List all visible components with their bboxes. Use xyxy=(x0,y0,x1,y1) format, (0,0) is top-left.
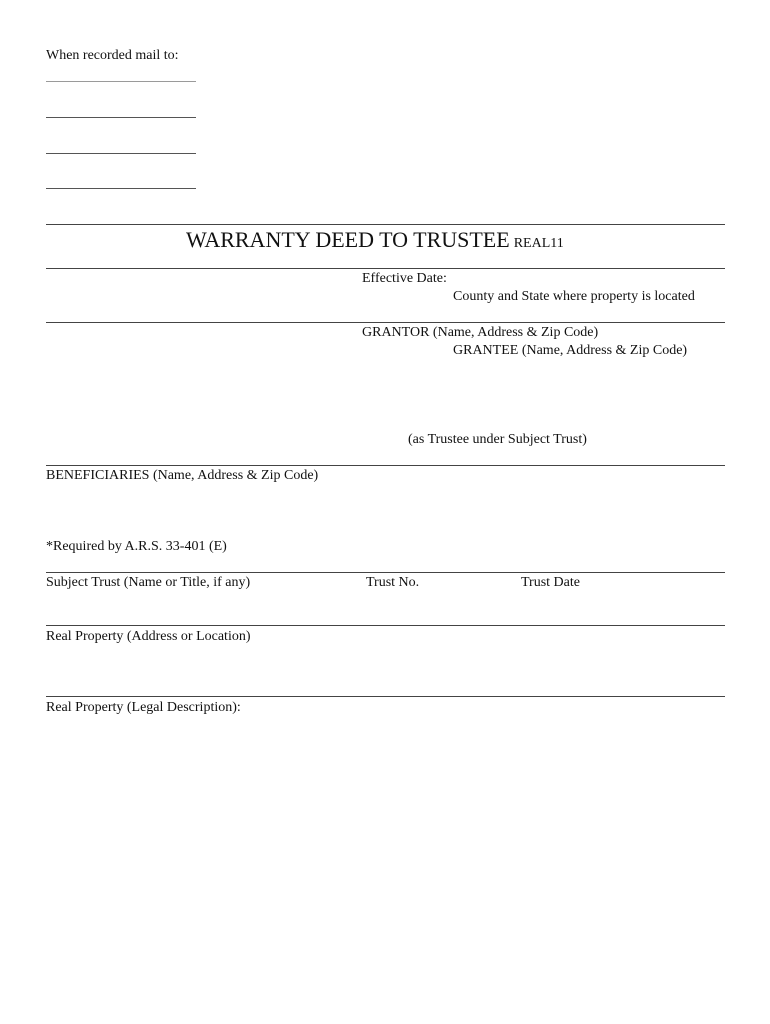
property-address-label: Real Property (Address or Location) xyxy=(46,629,251,644)
required-note: *Required by A.R.S. 33-401 (E) xyxy=(46,539,227,554)
mail-to-line-3[interactable] xyxy=(46,153,196,154)
trust-date-label: Trust Date xyxy=(521,575,580,590)
effective-bottom-rule xyxy=(46,322,725,323)
page-title xyxy=(186,229,564,251)
mail-to-line-4[interactable] xyxy=(46,188,196,189)
mail-to-line-2[interactable] xyxy=(46,117,196,118)
grantee-label: GRANTEE (Name, Address & Zip Code) xyxy=(453,343,688,358)
title-top-rule xyxy=(46,224,725,225)
subject-trust-label: Subject Trust (Name or Title, if any) xyxy=(46,575,251,590)
county-state-label: County and State where property is located xyxy=(453,289,695,304)
beneficiaries-label: BENEFICIARIES (Name, Address & Zip Code) xyxy=(46,468,319,483)
beneficiaries-bottom-rule xyxy=(46,572,725,573)
title-bottom-rule xyxy=(46,268,725,269)
trustee-note: (as Trustee under Subject Trust) xyxy=(408,432,587,447)
effective-date-label: Effective Date: xyxy=(362,271,447,286)
mail-to-label: When recorded mail to: xyxy=(46,48,179,63)
form-code: REAL11 xyxy=(513,236,564,251)
property-bottom-rule xyxy=(46,696,725,697)
deed-title: WARRANTY DEED TO TRUSTEE xyxy=(186,227,510,252)
mail-to-line-1[interactable] xyxy=(46,81,196,82)
grantor-label: GRANTOR (Name, Address & Zip Code) xyxy=(362,325,599,340)
trust-bottom-rule xyxy=(46,625,725,626)
parties-bottom-rule xyxy=(46,465,725,466)
legal-description-label: Real Property (Legal Description): xyxy=(46,700,241,715)
trust-number-label: Trust No. xyxy=(366,575,420,590)
